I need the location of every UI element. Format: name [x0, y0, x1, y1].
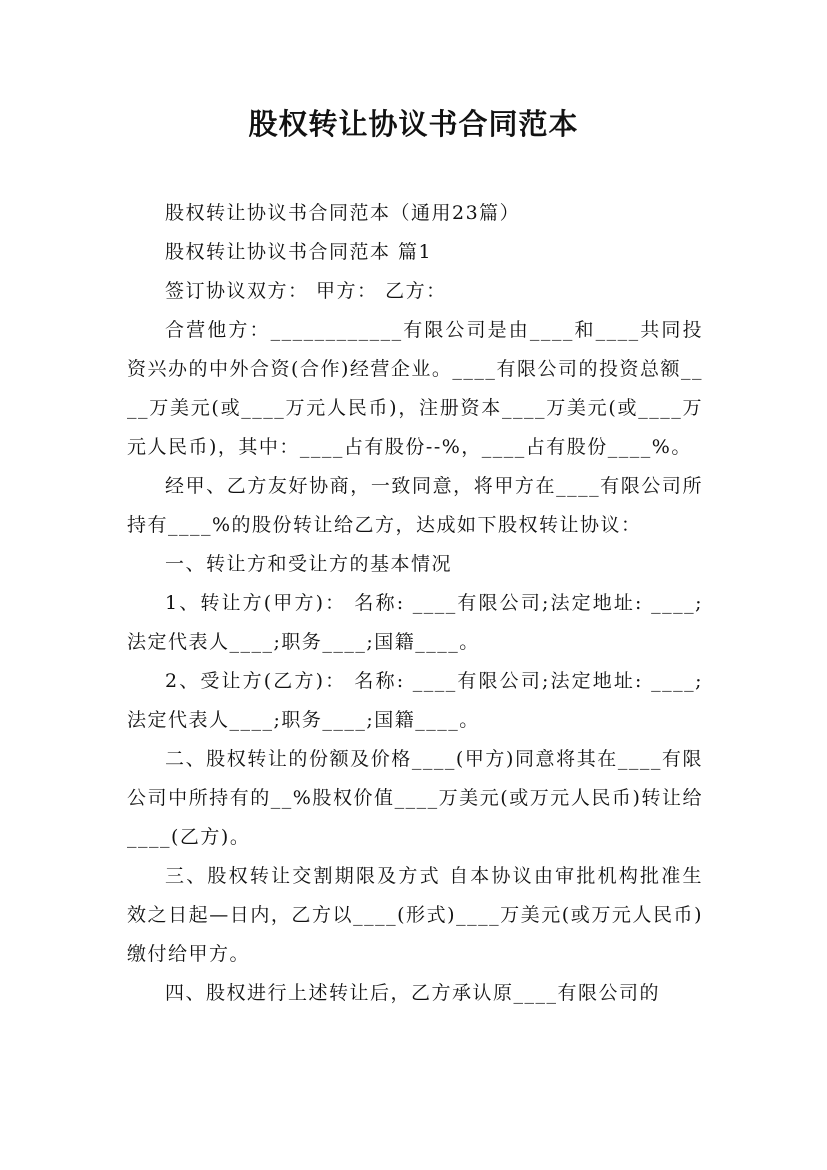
paragraph-subtitle: 股权转让协议书合同范本（通用23篇） [165, 202, 521, 224]
paragraph-transferor: 1、转让方(甲方)： 名称: ____有限公司;法定地址: ____;法定代表人____;职务____;国籍____。 [127, 592, 703, 653]
paragraph-clause-2: 二、股权转让的份额及价格____(甲方)同意将其在____有限公司中所持有的__%股权价值____万美元(或万元人民币)转让给____(乙方)。 [127, 748, 703, 848]
paragraph-clause-1-heading: 一、转让方和受让方的基本情况 [165, 553, 453, 575]
paragraph-section-heading: 股权转让协议书合同范本 篇1 [165, 241, 433, 263]
document-title: 股权转让协议书合同范本 [248, 107, 579, 141]
paragraph-parties: 签订协议双方： 甲方： 乙方： [165, 280, 447, 302]
paragraph-joint-venture: 合营他方：____________有限公司是由____和____共同投资兴办的中外合资(合作)经营企业。____有限公司的投资总额____万美元(或____万元人民币)，注册资本____万美元(或____万元人民币)，其中：____占有股份--%，____占有股份____%。 [127, 319, 703, 458]
paragraph-transferee: 2、受让方(乙方)： 名称: ____有限公司;法定地址: ____;法定代表人____;职务____;国籍____。 [127, 670, 703, 731]
paragraph-clause-4: 四、股权进行上述转让后，乙方承认原____有限公司的 [165, 982, 661, 1004]
paragraph-clause-3: 三、股权转让交割期限及方式 自本协议由审批机构批准生效之日起—日内，乙方以____(形式)____万美元(或万元人民币)缴付给甲方。 [127, 865, 703, 965]
paragraph-agreement-intro: 经甲、乙方友好协商，一致同意，将甲方在____有限公司所持有____%的股份转让给乙方，达成如下股权转让协议： [127, 475, 703, 536]
document-body [127, 194, 703, 1013]
